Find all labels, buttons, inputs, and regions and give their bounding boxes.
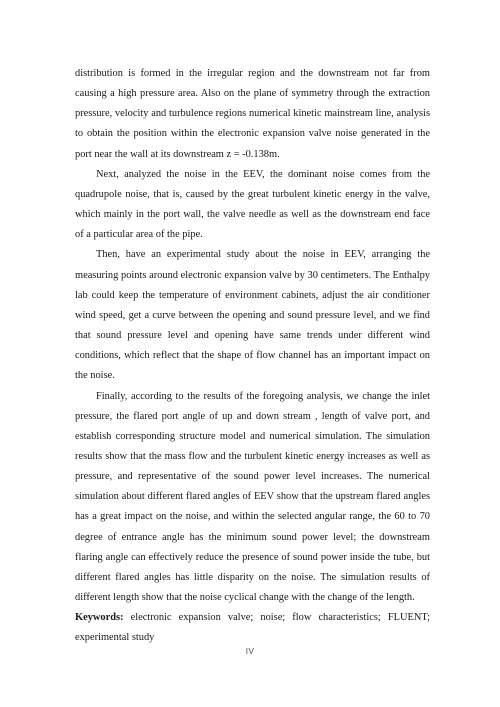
paragraph-continued: distribution is formed in the irregular region and the downstream not far from causing a high pressure area. Also on the plane of symmetry through the extraction pressure, velocity and turbulence regions numerical kinetic mainstream line, analysis to obtain the position within the electronic expansion valve noise generated in the port near the wall at its downstream z = -0.138m. xyxy=(75,68,430,160)
keywords-line xyxy=(75,608,430,648)
paragraph-simulation-results: Finally, according to the results of the foregoing analysis, we change the inlet pressure, the flared port angle of up and down stream , length of valve port, and establish corresponding structure model and numerical simulation. The simulation results show that the mass flow and the turbulent kinetic energy increases as well as pressure, and representative of the sound power level increases. The numerical simulation about different flared angles of EEV show that the upstream flared angles has a great impact on the noise, and within the selected angular range, the 60 to 70 degree of entrance angle has the minimum sound power level; the downstream flaring angle can effectively reduce the presence of sound power inside the tube, but different flared angles has little disparity on the noise. The simulation results of different length show that the noise cyclical change with the change of the length. xyxy=(75,390,430,604)
paragraph-noise-analysis: Next, analyzed the noise in the EEV, the dominant noise comes from the quadrupole noise, that is, caused by the great turbulent kinetic energy in the valve, which mainly in the port wall, the valve needle as well as the downstream end face of a particular area of the pipe. xyxy=(75,168,430,241)
abstract-body xyxy=(75,64,430,649)
paragraph-experimental-study: Then, have an experimental study about the noise in EEV, arranging the measuring points around electronic expansion valve by 30 centimeters. The Enthalpy lab could keep the temperature of environment cabinets, adjust the air conditioner wind speed, get a curve between the opening and sound pressure level, and we find that sound pressure level and opening have same trends under different wind conditions, which reflect that the shape of flow channel has an important impact on the noise. xyxy=(75,249,430,382)
page-number: IV xyxy=(245,647,255,656)
keywords-label: Keywords: xyxy=(75,612,124,624)
keywords-text: electronic expansion valve; noise; flow characteristics; FLUENT; experimental study xyxy=(75,612,430,644)
